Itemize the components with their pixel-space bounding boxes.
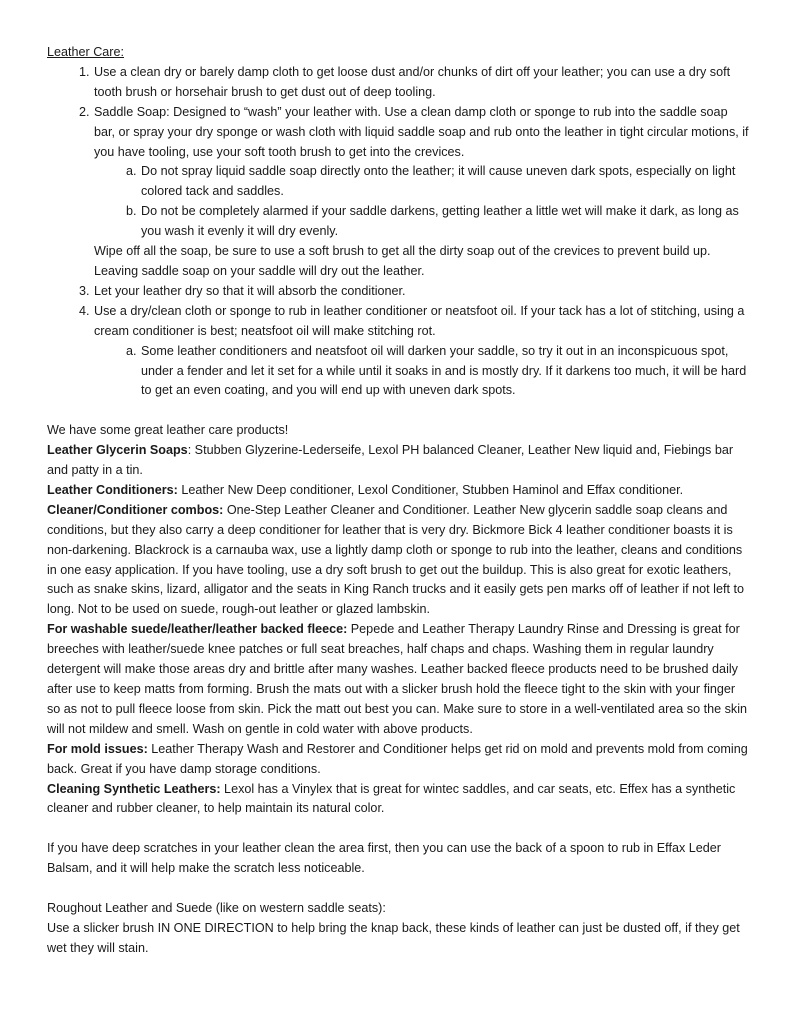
synthetic-text: Lexol has a Vinylex that is great for wintec saddles, and car seats, etc. Effex has a synthetic cleaner and rubber cleaner, to help maintain its natural color.: [47, 781, 736, 816]
care-step-2b-text: Do not be completely alarmed if your saddle darkens, getting leather a little wet will make it dark, as long as you wash it evenly it will dry evenly.: [141, 204, 739, 239]
conditioners-text: Leather New Deep conditioner, Lexol Conditioner, Stubben Haminol and Effax conditioner.: [177, 482, 684, 497]
glycerin-soaps-label: Leather Glycerin Soaps: [47, 443, 188, 458]
mold-text: Leather Therapy Wash and Restorer and Conditioner helps get rid on mold and prevents mold from coming back. Great if you have damp storage conditions.: [47, 741, 748, 776]
synthetic-label: Cleaning Synthetic Leathers:: [47, 781, 221, 796]
conditioners-label: Leather Conditioners:: [47, 482, 178, 497]
spacer: [47, 401, 751, 421]
products-intro: We have some great leather care products!: [47, 423, 289, 438]
spacer: [47, 819, 751, 839]
mold-label: For mold issues:: [47, 741, 148, 756]
roughout-paragraph: Use a slicker brush IN ONE DIRECTION to help bring the knap back, these kinds of leather can just be dusted off, if they get wet they will stain.: [47, 920, 740, 955]
care-step-2a-text: Do not spray liquid saddle soap directly onto the leather; it will cause uneven dark spots, especially on light colored tack and saddles.: [141, 164, 736, 199]
leather-care-heading: Leather Care:: [47, 45, 125, 59]
care-step-4: [93, 302, 751, 402]
care-step-1: [93, 63, 751, 103]
care-step-1-text: Use a clean dry or barely damp cloth to get loose dust and/or chunks of dirt off your leather; you can use a dry soft tooth brush or horsehair brush to get dust out of deep tooling.: [94, 64, 731, 99]
glycerin-soaps-paragraph: [47, 441, 751, 481]
glycerin-soaps-text: : Stubben Glyzerine-Lederseife, Lexol PH balanced Cleaner, Leather New liquid and, Fiebings bar and patty in a tin.: [47, 443, 734, 478]
care-step-2-note: Wipe off all the soap, be sure to use a soft brush to get all the dirty soap out of the crevices to prevent build up. Leaving saddle soap on your saddle will dry out the leather.: [94, 244, 711, 278]
care-steps-list: [47, 63, 751, 401]
care-step-4-text: Use a dry/clean cloth or sponge to rub in leather conditioner or neatsfoot oil. If your tack has a lot of stitching, using a cream conditioner is best; neatsfoot oil will make stitching rot.: [94, 303, 745, 338]
conditioners-paragraph: [47, 481, 751, 501]
care-step-4a: [140, 342, 751, 402]
care-step-2b: [140, 202, 751, 242]
mold-paragraph: [47, 740, 751, 780]
care-step-3: [93, 282, 751, 302]
spacer: [47, 879, 751, 899]
washable-label: For washable suede/leather/leather backed fleece:: [47, 622, 348, 637]
care-step-2a: [140, 162, 751, 202]
synthetic-paragraph: [47, 780, 751, 820]
combos-paragraph: [47, 501, 751, 620]
care-step-4-sublist: [94, 342, 751, 402]
care-step-2-sublist: [94, 162, 751, 242]
roughout-heading: Roughout Leather and Suede (like on western saddle seats):: [47, 900, 386, 915]
combos-text: One-Step Leather Cleaner and Conditioner. Leather New glycerin saddle soap cleans and conditions, but they also carry a deep conditioner for leather that is very dry. Bickmore Bick 4 leather conditioner boasts it is non-darkening. Blackrock is a carnauba wax, use a lightly damp cloth or sponge to rub into the leather, cleans and conditions in one easy application. If you have tooling, use a dry soft brush to get out the buildup. This is also great for exotic leathers, such as snake skins, lizard, alligator and the seats in King Ranch trucks and it easily gets pen marks off of leather if not left to long. Not to be used on suede, rough-out leather or glazed lambskin.: [47, 502, 744, 617]
scratches-paragraph: If you have deep scratches in your leather clean the area first, then you can use the back of a spoon to rub in Effax Leder Balsam, and it will help make the scratch less noticeable.: [47, 841, 721, 876]
care-step-2: [93, 103, 751, 282]
care-step-3-text: Let your leather dry so that it will absorb the conditioner.: [94, 283, 406, 298]
care-step-4a-text: Some leather conditioners and neatsfoot oil will darken your saddle, so try it out in an inconspicuous spot, under a fender and let it set for a while until it soaks in and is mostly dry. If it darkens too much, it will be hard to get an even coating, and you will end up with uneven dark spots.: [141, 343, 747, 398]
care-step-2-text: Saddle Soap: Designed to “wash” your leather with. Use a clean damp cloth or sponge to rub into the saddle soap bar, or spray your dry sponge or wash cloth with liquid saddle soap and rub onto the leather in tight circular motions, if you have tooling, use your soft tooth brush to get into the crevices.: [94, 104, 749, 159]
washable-text: Pepede and Leather Therapy Laundry Rinse and Dressing is great for breeches with leather/suede knee patches or full seat breaches, half chaps and chaps. Washing them in regular laundry detergent will make those areas dry and brittle after many washes. Leather backed fleece products need to be brushed daily after use to keep matts from forming. Brush the mats out with a slicker brush hold the fleece tight to the skin with your finger so as not to pull fleece loose from skin. Pick the matt out best you can. Make sure to store in a well-ventilated area so the skin will not mildew and smell. Wash on gentle in cold water with above products.: [47, 622, 748, 736]
combos-label: Cleaner/Conditioner combos:: [47, 502, 224, 517]
washable-paragraph: [47, 620, 751, 739]
